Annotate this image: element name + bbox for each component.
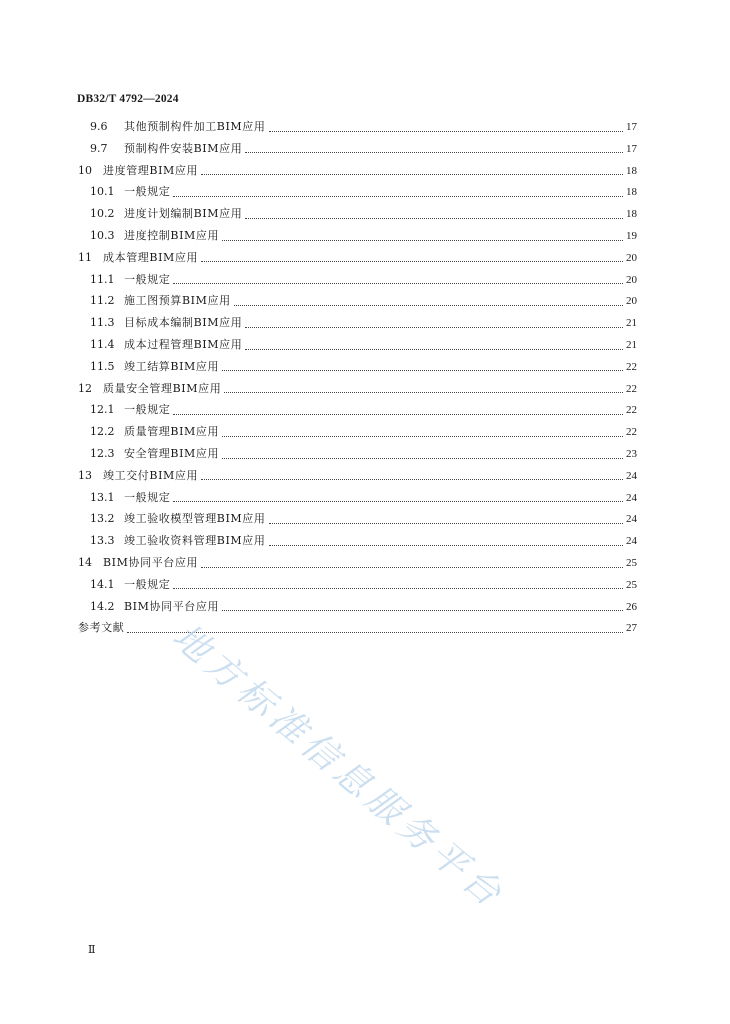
toc-entry[interactable] (78, 379, 637, 399)
toc-entry[interactable] (78, 618, 637, 638)
toc-entry-title: 参考文献 (78, 621, 125, 635)
watermark: 地方标准信息服务平台 (164, 616, 513, 918)
toc-entry-number: 10 (78, 163, 92, 177)
standard-code: DB32/T 4792—2024 (77, 93, 179, 105)
toc-leader-dots (245, 327, 623, 328)
toc-entry-title: 一般规定 (124, 272, 171, 286)
toc-entry-title: 进度计划编制BIM应用 (124, 207, 243, 221)
toc-leader-dots (173, 196, 623, 197)
toc-entry-page: 17 (626, 142, 637, 155)
toc-leader-dots (269, 545, 624, 546)
toc-leader-dots (201, 174, 623, 175)
toc-entry-number: 12.1 (90, 403, 115, 417)
toc-entry-page: 19 (626, 230, 637, 242)
toc-entry-page: 21 (626, 317, 637, 330)
toc-entry-title: 质量管理BIM应用 (124, 425, 220, 439)
toc-entry[interactable] (78, 161, 637, 181)
toc-entry-number: 12.3 (90, 447, 115, 460)
toc-entry-page: 18 (626, 186, 637, 199)
toc-entry-title: 一般规定 (124, 490, 171, 504)
toc-entry-page: 23 (626, 448, 637, 460)
toc-entry-page: 22 (626, 360, 637, 373)
toc-entry-number: 14.1 (90, 577, 115, 591)
toc-entry-page: 20 (626, 273, 637, 286)
toc-entry-number: 9.6 (90, 120, 108, 133)
toc-entry-title: 成本过程管理BIM应用 (124, 338, 243, 351)
toc-entry[interactable] (90, 509, 637, 529)
toc-entry[interactable] (90, 444, 637, 464)
toc-leader-dots (222, 610, 623, 611)
toc-entry-title: 一般规定 (124, 403, 171, 417)
toc-leader-dots (201, 261, 623, 262)
toc-leader-dots (234, 305, 623, 306)
toc-leader-dots (222, 458, 623, 459)
toc-entry-number: 11.2 (90, 294, 115, 308)
toc-entry-number: 11.4 (90, 338, 115, 351)
toc-entry-title: 目标成本编制BIM应用 (124, 316, 243, 330)
toc-entry[interactable] (90, 335, 637, 355)
toc-leader-dots (222, 370, 623, 371)
toc-entry[interactable] (90, 270, 637, 290)
toc-entry-number: 13 (78, 468, 92, 482)
toc-entry-title: 质量安全管理BIM应用 (103, 381, 222, 395)
toc-leader-dots (173, 414, 623, 415)
toc-entry[interactable] (90, 422, 637, 442)
toc-entry-number: 10.1 (90, 185, 115, 199)
toc-entry-number: 13.3 (90, 534, 115, 548)
toc-entry[interactable] (78, 553, 637, 573)
toc-entry-number: 11.3 (90, 316, 115, 330)
toc-entry[interactable] (78, 248, 637, 268)
toc-entry-page: 24 (626, 513, 637, 526)
toc-entry-number: 14 (78, 556, 92, 569)
toc-leader-dots (222, 240, 623, 241)
toc-entry-title: 成本管理BIM应用 (103, 250, 199, 264)
toc-entry-page: 25 (626, 557, 637, 569)
toc-entry-page: 22 (626, 426, 637, 439)
toc-leader-dots (269, 523, 624, 524)
toc-entry-number: 10.2 (90, 207, 115, 221)
toc-leader-dots (245, 349, 623, 350)
toc-entry-title: 进度控制BIM应用 (124, 229, 220, 242)
toc-leader-dots (173, 283, 623, 284)
toc-entry-page: 20 (626, 295, 637, 308)
toc-entry-number: 11 (78, 250, 92, 264)
toc-entry-number: 13.2 (90, 512, 115, 526)
toc-entry-page: 24 (626, 491, 637, 504)
toc-entry-number: 12.2 (90, 425, 115, 439)
toc-entry[interactable] (90, 291, 637, 311)
toc-entry-page: 17 (626, 121, 637, 133)
toc-entry-page: 25 (626, 578, 637, 591)
toc-entry-page: 27 (626, 622, 637, 635)
toc-entry-number: 13.1 (90, 490, 115, 504)
toc-entry-number: 11.1 (90, 272, 115, 286)
toc-entry[interactable] (90, 204, 637, 224)
toc-entry-number: 12 (78, 381, 92, 395)
toc-entry-number: 14.2 (90, 599, 115, 613)
toc-leader-dots (201, 567, 623, 568)
toc-entry[interactable] (90, 226, 637, 246)
toc-entry-number: 9.7 (90, 141, 108, 155)
toc-entry[interactable] (90, 313, 637, 333)
toc-entry-title: 竣工验收资料管理BIM应用 (124, 534, 266, 548)
toc-entry-page: 21 (626, 339, 637, 351)
toc-entry[interactable] (90, 488, 637, 508)
toc-entry-title: 竣工交付BIM应用 (103, 468, 199, 482)
toc-entry-title: 竣工结算BIM应用 (124, 359, 220, 373)
toc-entry-title: BIM协同平台应用 (103, 556, 199, 569)
toc-entry-title: 其他预制构件加工BIM应用 (124, 120, 266, 133)
toc-entry-title: 安全管理BIM应用 (124, 447, 220, 460)
toc-entry-page: 18 (626, 208, 637, 221)
toc-entry-title: 竣工验收模型管理BIM应用 (124, 512, 266, 526)
toc-entry-page: 20 (626, 251, 637, 264)
toc-leader-dots (173, 501, 623, 502)
toc-entry[interactable] (90, 117, 637, 137)
toc-leader-dots (245, 152, 623, 153)
toc-leader-dots (222, 436, 623, 437)
toc-entry[interactable] (90, 182, 637, 202)
toc-entry[interactable] (78, 466, 637, 486)
toc-entry-page: 22 (626, 382, 637, 395)
toc-entry-title: BIM协同平台应用 (124, 599, 220, 613)
toc-entry-number: 10.3 (90, 229, 115, 242)
toc-leader-dots (201, 479, 623, 480)
toc-leader-dots (173, 588, 623, 589)
toc-entry[interactable] (90, 597, 637, 617)
toc-leader-dots (224, 392, 623, 393)
toc-entry-title: 一般规定 (124, 577, 171, 591)
toc-entry[interactable] (90, 357, 637, 377)
toc-entry-title: 施工图预算BIM应用 (124, 294, 231, 308)
toc-entry[interactable] (90, 400, 637, 420)
toc-entry-title: 进度管理BIM应用 (103, 163, 199, 177)
toc-entry[interactable] (90, 575, 637, 595)
toc-entry-page: 26 (626, 600, 637, 613)
toc-entry-title: 预制构件安装BIM应用 (124, 141, 243, 155)
toc-leader-dots (245, 218, 623, 219)
toc-entry-page: 24 (626, 469, 637, 482)
toc-entry[interactable] (90, 139, 637, 159)
toc-entry[interactable] (90, 531, 637, 551)
toc-entry-page: 18 (626, 164, 637, 177)
page-number: Ⅱ (88, 944, 96, 956)
toc-entry-page: 22 (626, 404, 637, 417)
toc-entry-number: 11.5 (90, 359, 115, 373)
toc-entry-title: 一般规定 (124, 185, 171, 199)
toc-leader-dots (269, 131, 624, 132)
toc-entry-page: 24 (626, 535, 637, 548)
